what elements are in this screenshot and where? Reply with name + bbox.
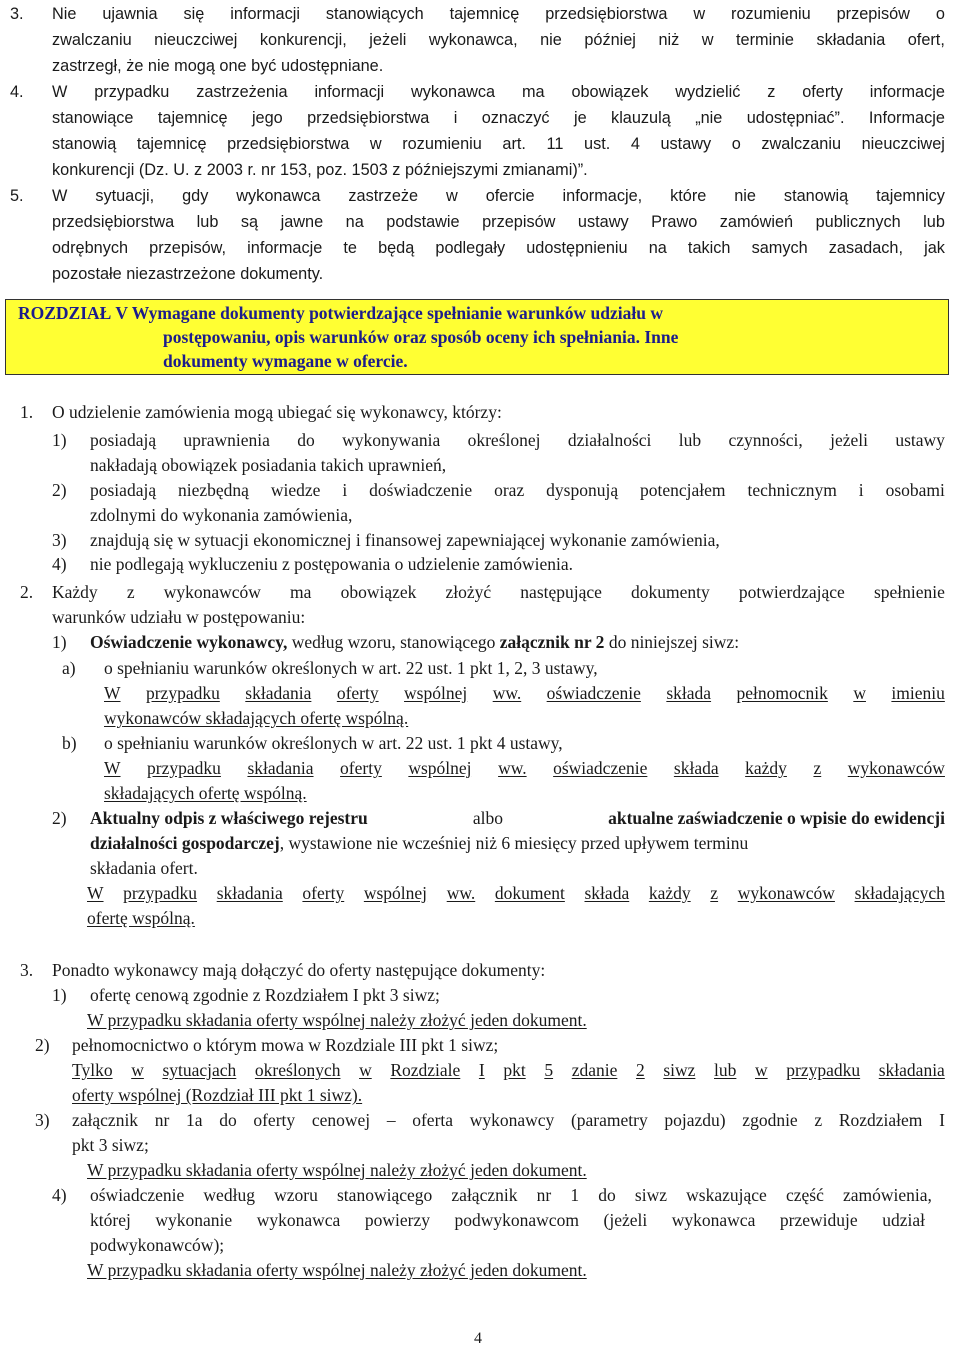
underlined-note-line: W przypadku składania oferty wspólnej ww. oświadczenie składa pełnomocnik w imieniu (104, 683, 945, 703)
paragraph-line: Nie ujawnia się informacji stanowiących tajemnicę przedsiębiorstwa w rozumieniu przepisów o (52, 5, 945, 23)
list-letter: a) (62, 658, 76, 678)
list-number: 3) (35, 1110, 50, 1130)
list-item-line: zdolnymi do wykonania zamówienia, (90, 505, 353, 525)
list-number: 3) (52, 530, 67, 550)
underlined-note-line: ofertę wspólną. (87, 908, 195, 928)
list-item-line: składania ofert. (90, 858, 198, 878)
underlined-note-line: oferty wspólnej (Rozdział III pkt 1 siwz). (72, 1085, 363, 1105)
item-number: 4. (10, 83, 24, 101)
list-number: 2) (52, 480, 67, 500)
list-number: 1) (52, 985, 67, 1005)
item-number: 3. (10, 5, 24, 23)
list-number: 2) (52, 808, 67, 828)
section-number: 3. (20, 960, 34, 980)
paragraph-line: stanowiące tajemnicę jego przedsiębiorstwa i oznaczyć je klauzulą „nie udostępniać”. Informacje (52, 109, 945, 127)
paragraph-line: Ponadto wykonawcy mają dołączyć do oferty następujące dokumenty: (52, 960, 546, 980)
underlined-note-line: W przypadku składania oferty wspólnej ww. dokument składa każdy z wykonawców składających (87, 883, 945, 903)
list-item-line: posiadają uprawnienia do wykonywania określonej działalności lub czynności, jeżeli ustawy (90, 430, 945, 450)
list-number: 1) (52, 430, 67, 450)
underlined-note-line: składających ofertę wspólną. (104, 783, 307, 803)
underlined-note-line: Tylko w sytuacjach określonych w Rozdziale I pkt 5 zdanie 2 siwz lub w przypadku składania (72, 1060, 945, 1080)
underlined-note-line: wykonawców składających ofertę wspólną. (104, 708, 409, 728)
chapter-heading-line: dokumenty wymagane w ofercie. (163, 351, 408, 371)
chapter-heading-line: postępowaniu, opis warunków oraz sposób oceny ich spełniania. Inne (163, 327, 679, 347)
list-item-line: o spełnianiu warunków określonych w art. 22 ust. 1 pkt 1, 2, 3 ustawy, (104, 658, 598, 678)
underlined-note-line: W przypadku składania oferty wspólnej ww. oświadczenie składa każdy z wykonawców (104, 758, 945, 778)
underlined-note-line: W przypadku składania oferty wspólnej należy złożyć jeden dokument. (87, 1260, 587, 1280)
list-item-line: załącznik nr 1a do oferty cenowej – oferta wykonawcy (parametry pojazdu) zgodnie z Rozdziałem I (72, 1110, 945, 1130)
paragraph-line: konkurencji (Dz. U. z 2003 r. nr 153, poz. 1503 z późniejszymi zmianami)”. (52, 161, 588, 179)
text-span: do niniejszej siwz: (604, 632, 740, 652)
page-number: 4 (474, 1330, 482, 1347)
text-span: albo (468, 808, 508, 828)
paragraph-line: Każdy z wykonawców ma obowiązek złożyć następujące dokumenty potwierdzające spełnienie (52, 582, 945, 602)
list-item-line: pełnomocnictwo o którym mowa w Rozdziale III pkt 1 siwz; (72, 1035, 499, 1055)
paragraph-line: odrębnych przepisów, informacje te będą podlegały udostępnieniu na takich samych zasadach, jak (52, 239, 945, 257)
paragraph-line: przedsiębiorstwa lub są jawne na podstawie przepisów ustawy Prawo zamówień publicznych lub (52, 213, 945, 231)
paragraph-line: W sytuacji, gdy wykonawca zastrzeże w ofercie informacje, które nie stanowią tajemnicy (52, 187, 945, 205)
list-item-line: której wykonanie wykonawca powierzy podwykonawcom (jeżeli wykonawca przewiduje udział (90, 1210, 925, 1230)
chapter-heading-line: ROZDZIAŁ V Wymagane dokumenty potwierdzające spełnianie warunków udziału w (18, 303, 663, 323)
bold-text: Aktualny odpis z właściwego rejestru (90, 808, 368, 828)
list-item-line: nakładają obowiązek posiadania takich uprawnień, (90, 455, 447, 475)
paragraph-line: zwalczaniu nieuczciwej konkurencji, jeżeli wykonawca, nie później niż w terminie składania ofert, (52, 31, 945, 49)
bold-text: załącznik nr 2 (499, 632, 605, 652)
underlined-note-line: W przypadku składania oferty wspólnej należy złożyć jeden dokument. (87, 1010, 587, 1030)
paragraph-line: warunków udziału w postępowaniu: (52, 607, 306, 627)
list-item-line: pkt 3 siwz; (72, 1135, 149, 1155)
list-item-line: o spełnianiu warunków określonych w art. 22 ust. 1 pkt 4 ustawy, (104, 733, 563, 753)
section-number: 1. (20, 402, 34, 422)
underlined-note-line: W przypadku składania oferty wspólnej należy złożyć jeden dokument. (87, 1160, 587, 1180)
list-item-line: oświadczenie według wzoru stanowiącego załącznik nr 1 do siwz wskazujące część zamówienia, (90, 1185, 932, 1205)
list-item-line (90, 831, 945, 855)
list-number: 2) (35, 1035, 50, 1055)
bold-text: działalności gospodarczej (90, 833, 280, 853)
paragraph-line: O udzielenie zamówienia mogą ubiegać się wykonawcy, którzy: (52, 402, 502, 422)
list-item-line: podwykonawców); (90, 1235, 225, 1255)
text-span: według wzoru, stanowiącego (287, 632, 500, 652)
list-item-line: nie podlegają wykluczeniu z postępowania o udzielenie zamówienia. (90, 554, 574, 574)
list-letter: b) (62, 733, 77, 753)
paragraph-line: stanowią tajemnicę przedsiębiorstwa w rozumieniu art. 11 ust. 4 ustawy o zwalczaniu nieuczciwej (52, 135, 945, 153)
list-item-line: posiadają niezbędną wiedze i doświadczenie oraz dysponują potencjałem technicznym i osobami (90, 480, 945, 500)
paragraph-line: zastrzegł, że nie mogą one być udostępniane. (52, 57, 384, 75)
paragraph-line: pozostałe niezastrzeżone dokumenty. (52, 265, 324, 283)
list-number: 4) (52, 1185, 67, 1205)
list-item-line (90, 806, 945, 830)
section-number: 2. (20, 582, 34, 602)
item-number: 5. (10, 187, 24, 205)
bold-text: Oświadczenie wykonawcy, (90, 632, 288, 652)
list-item-line (90, 630, 739, 654)
text-span: , wystawione nie wcześniej niż 6 miesięcy przed upływem terminu (279, 833, 749, 853)
list-item-line: ofertę cenową zgodnie z Rozdziałem I pkt 3 siwz; (90, 985, 440, 1005)
list-number: 1) (52, 632, 67, 652)
paragraph-line: W przypadku zastrzeżenia informacji wykonawca ma obowiązek wydzielić z oferty informacje (52, 83, 945, 101)
list-number: 4) (52, 554, 67, 574)
bold-text: aktualne zaświadczenie o wpisie do ewidencji (608, 808, 945, 828)
list-item-line: znajdują się w sytuacji ekonomicznej i finansowej zapewniającej wykonanie zamówienia, (90, 530, 720, 550)
